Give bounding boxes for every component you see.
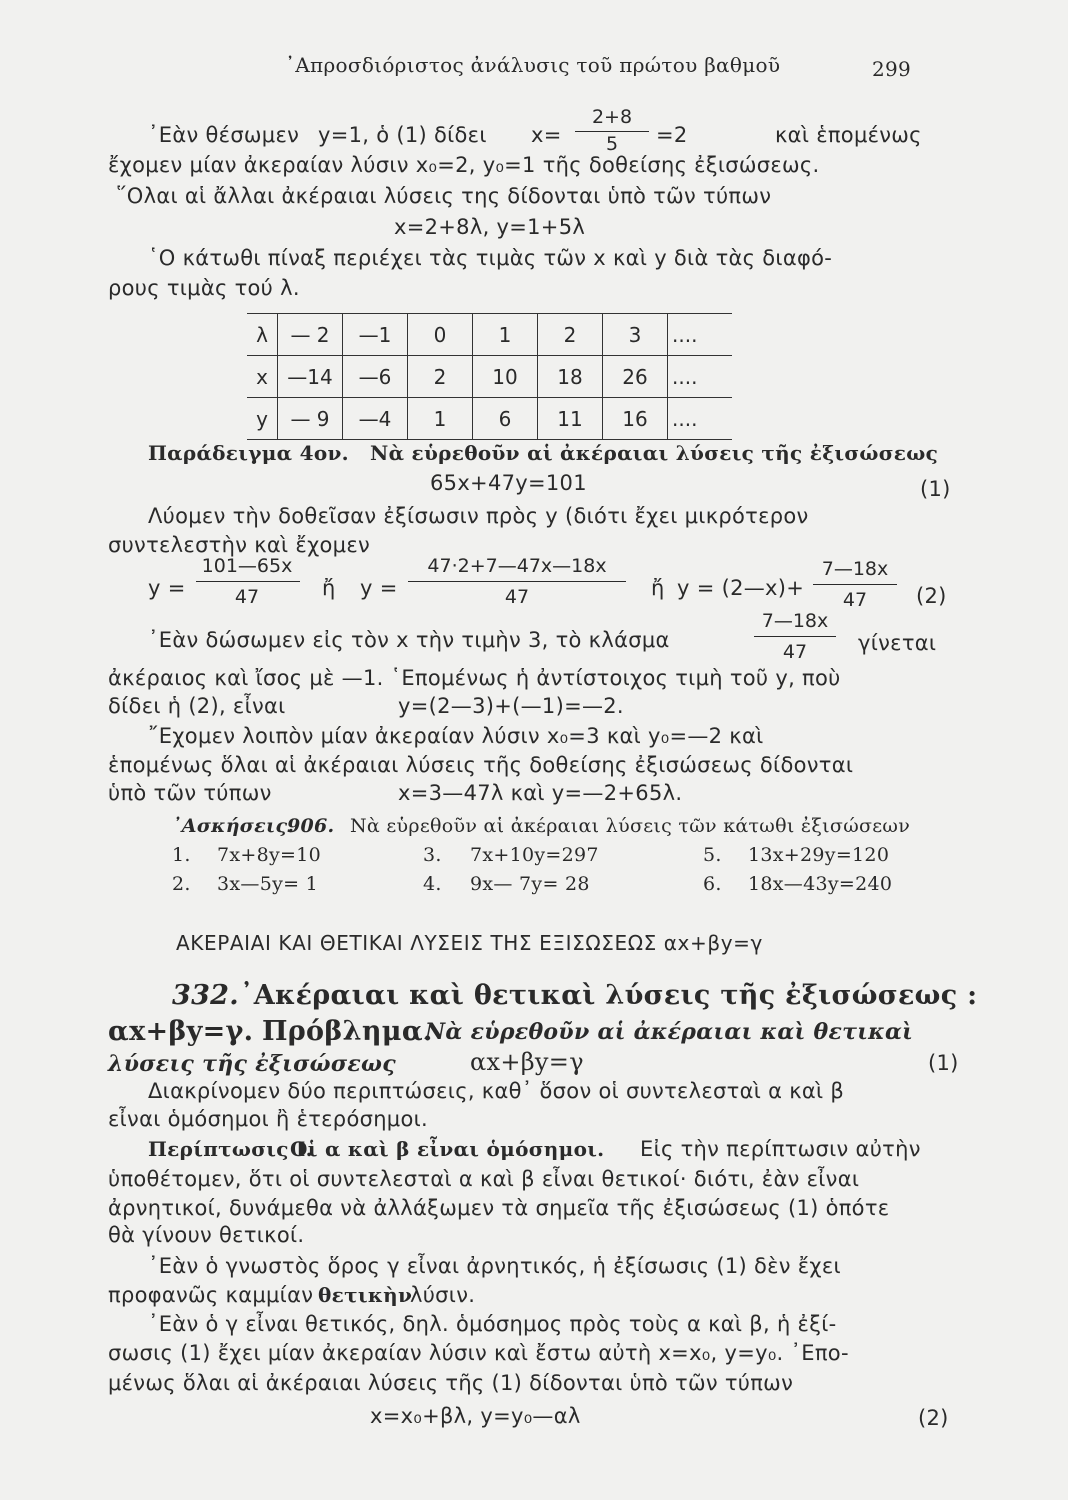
table-cell: 11 [538,398,603,440]
frac1-numerator: 2+8 [591,106,633,128]
table-cell: 10 [473,356,538,398]
table-cell: 0 [408,314,473,356]
intro-line2: ἔχομεν μίαν ἀκεραίαν λύσιν x₀=2, y₀=1 τῆς δοθείσης ἐξισώσεως. [108,153,820,177]
frac-d-numerator: 7—18x [761,610,829,632]
example-line-c2: γίνεται [858,631,937,655]
para-8-c: λύσιν. [410,1283,476,1307]
intro-line5: ῾Ο κάτωθι πίναξ περιέχει τὰς τιμὰς τῶν x καὶ y διὰ τὰς διαφό- [148,246,833,270]
section-heading2-a: αx+βy=γ. [108,1016,254,1047]
para-3-tail: Εἰς τὴν περίπτωσιν αὐτὴν [640,1137,921,1161]
equation-number-3: (1) [928,1051,959,1075]
intro-line1-c: x= [531,123,562,147]
exercises-label: ᾿Ασκήσεις. [172,815,295,837]
table-cell: —14 [278,356,343,398]
exercise-equation: 18x—43y=240 [748,873,893,895]
row-label: x [247,356,278,398]
frac-a-bar [196,581,300,582]
para-8-a: προφανῶς καμμίαν [108,1283,314,1307]
exercise-number: 5. [703,844,722,866]
problem-statement: Νὰ εὑρεθοῦν αἱ ἀκέραιαι καὶ θετικαὶ [425,1019,914,1045]
frac-a-denominator: 47 [234,586,260,608]
case-label: Περίπτωσις Ι. [148,1137,313,1161]
equation-number-4: (2) [918,1406,949,1430]
problem-label: Πρόβλημα. [262,1016,433,1047]
table-ellipsis: .... [668,398,733,440]
exercise-number: 3. [423,844,442,866]
exercise-equation: 13x+29y=120 [748,844,890,866]
equation-number-2: (2) [916,584,947,608]
exercise-equation: 3x—5y= 1 [217,873,319,895]
problem-equation: αx+βy=γ [470,1048,584,1076]
example-line-e2: y=(2—3)+(—1)=—2. [398,694,624,718]
table-cell: 1 [473,314,538,356]
frac-d-bar [754,636,836,637]
para-11: μένως ὅλαι αἱ ἀκέραιαι λύσεις τῆς (1) δίδονται ὑπὸ τῶν τύπων [108,1371,794,1395]
para-7: ᾿Εὰν ὁ γνωστὸς ὅρος γ εἶναι ἀρνητικός, ἡ ἐξίσωσις (1) δὲν ἔχει [148,1254,841,1278]
table-row [247,356,732,398]
case-text: Οἱ α καὶ β εἶναι ὁμόσημοι. [290,1137,605,1161]
table-cell: 2 [408,356,473,398]
exercises-number: 906. [287,815,335,837]
row-label: y [247,398,278,440]
table-cell: — 2 [278,314,343,356]
example-line-h1: ὑπὸ τῶν τύπων [108,781,272,805]
exercise-number: 6. [703,873,722,895]
y-equals-1: y = [148,576,186,600]
table-ellipsis: .... [668,356,733,398]
frac-c-numerator: 7—18x [821,558,889,580]
example-line-h2: x=3—47λ καὶ y=—2+65λ. [398,781,683,805]
para-4: ὑποθέτομεν, ὅτι οἱ συντελεσταὶ α καὶ β εἶναι θετικοί· διότι, ἐὰν εἶναι [108,1167,860,1191]
equation-number-1: (1) [920,477,951,501]
para-6: θὰ γίνουν θετικοί. [108,1223,305,1247]
para-2: εἶναι ὁμόσημοι ἢ ἑτερόσημοι. [108,1107,428,1131]
example-line-e1: δίδει ἡ (2), εἶναι [108,694,286,718]
frac-c-bar [813,584,897,585]
frac-b-bar [408,581,626,582]
section-heading: ᾿Ακέραιαι καὶ θετικαὶ λύσεις τῆς ἐξισώσεως : [240,980,978,1011]
frac-b-denominator: 47 [504,586,530,608]
frac1-bar [575,131,649,132]
table-row [247,398,732,440]
para-5: ἀρνητικοί, δυνάμεθα νὰ ἀλλάξωμεν τὰ σημεῖα τῆς ἐξισώσεως (1) ὁπότε [108,1196,890,1220]
exercise-equation: 7x+8y=10 [217,844,322,866]
para-8-b: θετικὴν [318,1283,413,1307]
table-row [247,314,732,356]
example-heading: Παράδειγμα 4ον. [148,441,349,465]
frac1-denominator: 5 [605,133,619,155]
final-formula: x=x₀+βλ, y=y₀—αλ [370,1404,581,1428]
intro-line6: ρους τιμὰς τού λ. [108,276,300,300]
intro-line1-d: =2 [656,123,688,147]
section-title: ΑΚΕΡΑΙΑΙ ΚΑΙ ΘΕΤΙΚΑΙ ΛΥΣΕΙΣ ΤΗΣ ΕΞΙΣΩΣΕΩΣ αx+βy=γ [176,931,763,955]
or-1: ἤ [322,576,336,600]
table-cell: 18 [538,356,603,398]
running-title: ᾿Απροσδιόριστος ἀνάλυσις τοῦ πρώτου βαθμοῦ [285,53,781,77]
exercise-equation: 9x— 7y= 28 [470,873,590,895]
intro-formula: x=2+8λ, y=1+5λ [394,215,586,239]
table-cell: —4 [343,398,408,440]
frac-c-denominator: 47 [842,589,868,611]
intro-line1-a: ᾿Εὰν θέσωμεν [148,123,300,147]
example-line-a: Λύομεν τὴν δοθεῖσαν ἐξίσωσιν πρὸς y (διότι ἔχει μικρότερον [148,504,809,528]
frac-d-denominator: 47 [782,641,808,663]
row-label: λ [247,314,278,356]
y-equals-3: y = (2—x)+ [677,576,805,600]
table-cell: — 9 [278,398,343,440]
y-equals-2: y = [360,576,398,600]
frac-b-numerator: 47·2+7—47x—18x [427,555,607,577]
example-line-d: ἀκέραιος καὶ ἴσος μὲ —1. ῾Επομένως ἡ ἀντίστοιχος τιμὴ τοῦ y, ποὺ [108,666,841,690]
table-cell: 1 [408,398,473,440]
example-line-b: συντελεστὴν καὶ ἔχομεν [108,533,371,557]
table-cell: 26 [603,356,668,398]
example-equation: 65x+47y=101 [430,471,587,495]
lambda-value-table [247,313,732,440]
problem-statement-2: λύσεις τῆς ἐξισώσεως [108,1051,396,1077]
example-heading-text: Νὰ εὑρεθοῦν αἱ ἀκέραιαι λύσεις τῆς ἐξισώσεως [370,441,939,465]
example-line-f: ῎Εχομεν λοιπὸν μίαν ἀκεραίαν λύσιν x₀=3 καὶ y₀=—2 καὶ [148,724,764,748]
table-cell: 3 [603,314,668,356]
table-cell: 2 [538,314,603,356]
intro-line1-e: καὶ ἑπομένως [775,123,922,147]
table-ellipsis: .... [668,314,733,356]
frac-a-numerator: 101—65x [201,555,293,577]
exercise-equation: 7x+10y=297 [470,844,599,866]
table-cell: 6 [473,398,538,440]
para-10: σωσις (1) ἔχει μίαν ἀκεραίαν λύσιν καὶ ἔστω αὐτὴ x=x₀, y=y₀. ᾿Επο- [108,1341,849,1365]
page-number: 299 [872,57,912,81]
or-2: ἤ [651,576,665,600]
table-cell: —1 [343,314,408,356]
example-line-g: ἑπομένως ὅλαι αἱ ἀκέραιαι λύσεις τῆς δοθείσης ἐξισώσεως δίδονται [108,753,854,777]
exercises-text: Νὰ εὑρεθοῦν αἱ ἀκέραιαι λύσεις τῶν κάτωθι ἐξισώσεων [350,815,911,837]
intro-line1-b: y=1, ὁ (1) δίδει [318,123,487,147]
intro-line3: ῞Ολαι αἱ ἄλλαι ἀκέραιαι λύσεις της δίδονται ὑπὸ τῶν τύπων [116,184,772,208]
exercise-number: 2. [172,873,191,895]
section-number: 332. [172,980,239,1011]
exercise-number: 4. [423,873,442,895]
example-line-c1: ᾿Εὰν δώσωμεν εἰς τὸν x τὴν τιμὴν 3, τὸ κλάσμα [148,628,670,652]
para-1: Διακρίνομεν δύο περιπτώσεις, καθ᾿ ὅσον οἱ συντελεσταὶ α καὶ β [148,1079,845,1103]
table-cell: 16 [603,398,668,440]
exercise-number: 1. [172,844,191,866]
table-cell: —6 [343,356,408,398]
para-9: ᾿Εὰν ὁ γ εἶναι θετικός, δηλ. ὁμόσημος πρὸς τοὺς α καὶ β, ἡ ἐξί- [148,1312,837,1336]
